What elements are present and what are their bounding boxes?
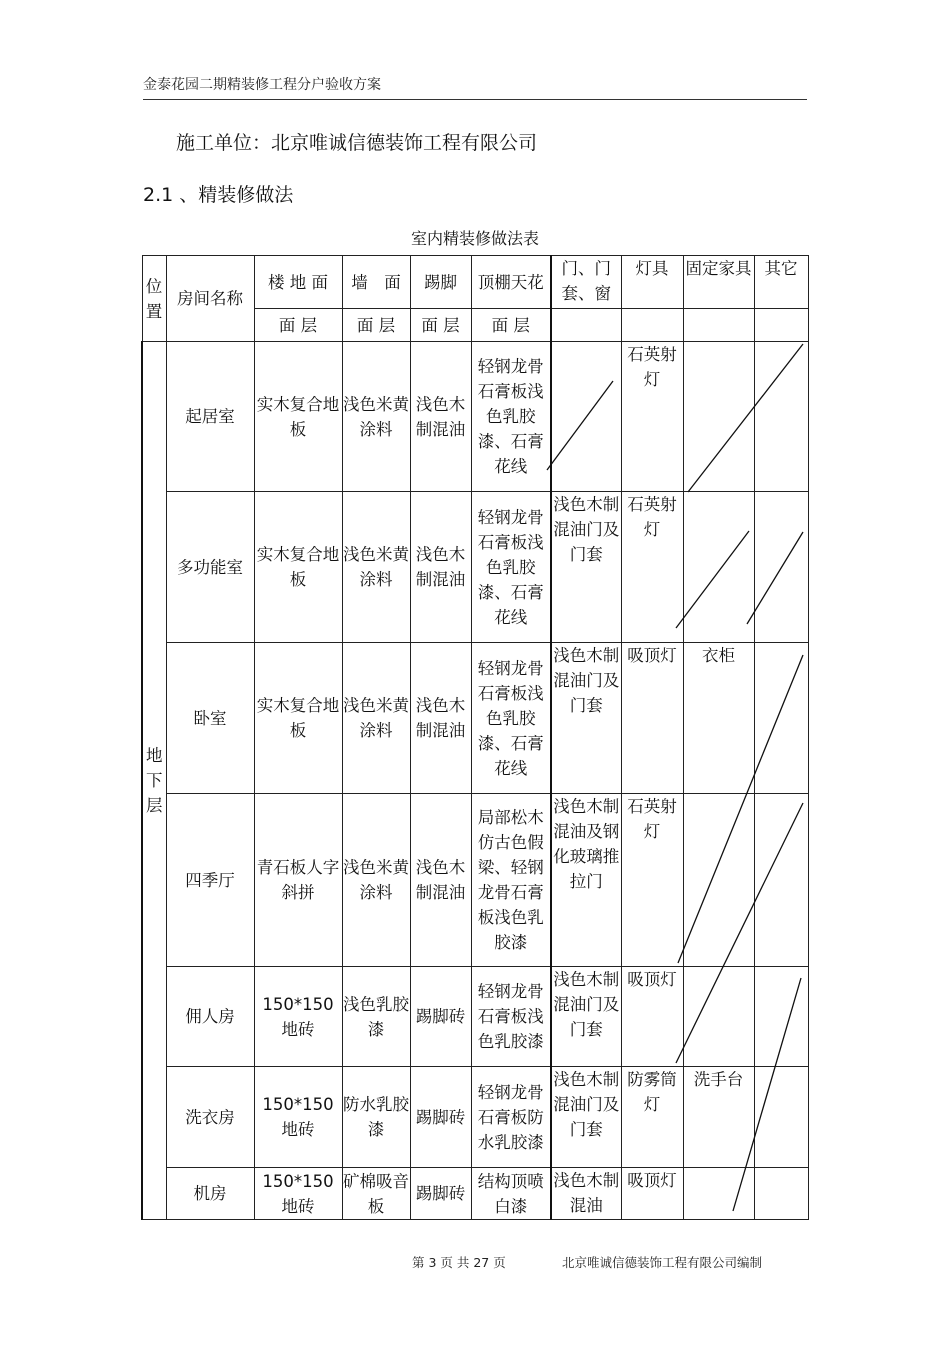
room-name: 佣人房 [166, 967, 254, 1067]
table-row [142, 1168, 808, 1220]
spec-table-wrap [141, 255, 807, 1220]
other [754, 794, 808, 967]
door-finish: 浅色木制混油门及门套 [551, 643, 621, 794]
subheader-skirting: 面 层 [410, 309, 471, 342]
room-name: 机房 [166, 1168, 254, 1220]
wall-finish: 浅色米黄涂料 [342, 492, 410, 643]
floor-finish: 青石板人字斜拼 [254, 794, 342, 967]
fixed-furniture [683, 342, 754, 492]
table-row [142, 492, 808, 643]
subheader-furniture-empty [683, 309, 754, 342]
location-cell: 地下层 [142, 342, 166, 1220]
room-name: 四季厅 [166, 794, 254, 967]
section-title: 2.1 、精装修做法 [143, 184, 294, 206]
header-skirting: 踢脚 [410, 256, 471, 309]
header-floor: 楼 地 面 [254, 256, 342, 309]
wall-finish: 矿棉吸音板 [342, 1168, 410, 1220]
door-finish: 浅色木制混油门及门套 [551, 967, 621, 1067]
wall-finish: 浅色米黄涂料 [342, 643, 410, 794]
header-other: 其它 [754, 256, 808, 309]
header-lighting: 灯具 [621, 256, 683, 309]
construction-unit: 施工单位：北京唯诚信德装饰工程有限公司 [176, 132, 538, 154]
table-row [142, 967, 808, 1067]
other [754, 342, 808, 492]
fixed-furniture: 洗手台 [683, 1067, 754, 1168]
door-finish: 浅色木制混油门及门套 [551, 492, 621, 643]
header-wall: 墙 面 [342, 256, 410, 309]
room-name: 多功能室 [166, 492, 254, 643]
ceiling-finish: 结构顶喷白漆 [471, 1168, 551, 1220]
other [754, 1067, 808, 1168]
floor-finish: 150*150地砖 [254, 1067, 342, 1168]
lighting: 防雾筒灯 [621, 1067, 683, 1168]
subheader-ceiling: 面 层 [471, 309, 551, 342]
ceiling-finish: 轻钢龙骨石膏板防水乳胶漆 [471, 1067, 551, 1168]
ceiling-finish: 局部松木仿古色假梁、轻钢龙骨石膏板浅色乳胶漆 [471, 794, 551, 967]
floor-finish: 实木复合地板 [254, 643, 342, 794]
subheader-wall: 面 层 [342, 309, 410, 342]
lighting: 石英射灯 [621, 794, 683, 967]
skirting-finish: 浅色木制混油 [410, 643, 471, 794]
header-furniture: 固定家具 [683, 256, 754, 309]
table-row [142, 1067, 808, 1168]
header-row [142, 256, 808, 309]
header-door-window: 门、门套、窗 [551, 256, 621, 309]
table-title: 室内精装修做法表 [410, 229, 539, 248]
skirting-finish: 踢脚砖 [410, 1168, 471, 1220]
fixed-furniture [683, 1168, 754, 1220]
lighting: 吸顶灯 [621, 643, 683, 794]
door-finish: 浅色木制混油 [551, 1168, 621, 1220]
wall-finish: 浅色米黄涂料 [342, 794, 410, 967]
fixed-furniture [683, 794, 754, 967]
ceiling-finish: 轻钢龙骨石膏板浅色乳胶漆 [471, 967, 551, 1067]
door-finish: 浅色木制混油及钢化玻璃推拉门 [551, 794, 621, 967]
header-ceiling: 顶棚天花 [471, 256, 551, 309]
room-name: 起居室 [166, 342, 254, 492]
lighting: 吸顶灯 [621, 1168, 683, 1220]
floor-finish: 150*150地砖 [254, 1168, 342, 1220]
lighting: 石英射灯 [621, 342, 683, 492]
ceiling-finish: 轻钢龙骨石膏板浅色乳胶漆、石膏花线 [471, 643, 551, 794]
door-finish [551, 342, 621, 492]
table-row [142, 794, 808, 967]
header-room-name: 房间名称 [166, 256, 254, 342]
wall-finish: 浅色米黄涂料 [342, 342, 410, 492]
subheader-floor: 面 层 [254, 309, 342, 342]
other [754, 967, 808, 1067]
room-name: 洗衣房 [166, 1067, 254, 1168]
table-row [142, 643, 808, 794]
other [754, 643, 808, 794]
ceiling-finish: 轻钢龙骨石膏板浅色乳胶漆、石膏花线 [471, 492, 551, 643]
room-name: 卧室 [166, 643, 254, 794]
page-number: 第 3 页 共 27 页 [412, 1255, 506, 1270]
subheader-door-empty [551, 309, 621, 342]
subheader-other-empty [754, 309, 808, 342]
skirting-finish: 踢脚砖 [410, 1067, 471, 1168]
fixed-furniture: 衣柜 [683, 643, 754, 794]
fixed-furniture [683, 492, 754, 643]
other [754, 1168, 808, 1220]
other [754, 492, 808, 643]
subheader-light-empty [621, 309, 683, 342]
footer-company: 北京唯诚信德装饰工程有限公司编制 [562, 1255, 763, 1270]
wall-finish: 防水乳胶漆 [342, 1067, 410, 1168]
skirting-finish: 浅色木制混油 [410, 492, 471, 643]
table-row [142, 342, 808, 492]
lighting: 石英射灯 [621, 492, 683, 643]
document-header: 金泰花园二期精装修工程分户验收方案 [143, 77, 381, 93]
door-finish: 浅色木制混油门及门套 [551, 1067, 621, 1168]
ceiling-finish: 轻钢龙骨石膏板浅色乳胶漆、石膏花线 [471, 342, 551, 492]
floor-finish: 150*150地砖 [254, 967, 342, 1067]
floor-finish: 实木复合地板 [254, 342, 342, 492]
header-position: 位置 [142, 256, 166, 342]
skirting-finish: 浅色木制混油 [410, 794, 471, 967]
wall-finish: 浅色乳胶漆 [342, 967, 410, 1067]
lighting: 吸顶灯 [621, 967, 683, 1067]
fixed-furniture [683, 967, 754, 1067]
header-rule [143, 99, 807, 100]
finish-spec-table [141, 255, 809, 1220]
floor-finish: 实木复合地板 [254, 492, 342, 643]
skirting-finish: 踢脚砖 [410, 967, 471, 1067]
skirting-finish: 浅色木制混油 [410, 342, 471, 492]
